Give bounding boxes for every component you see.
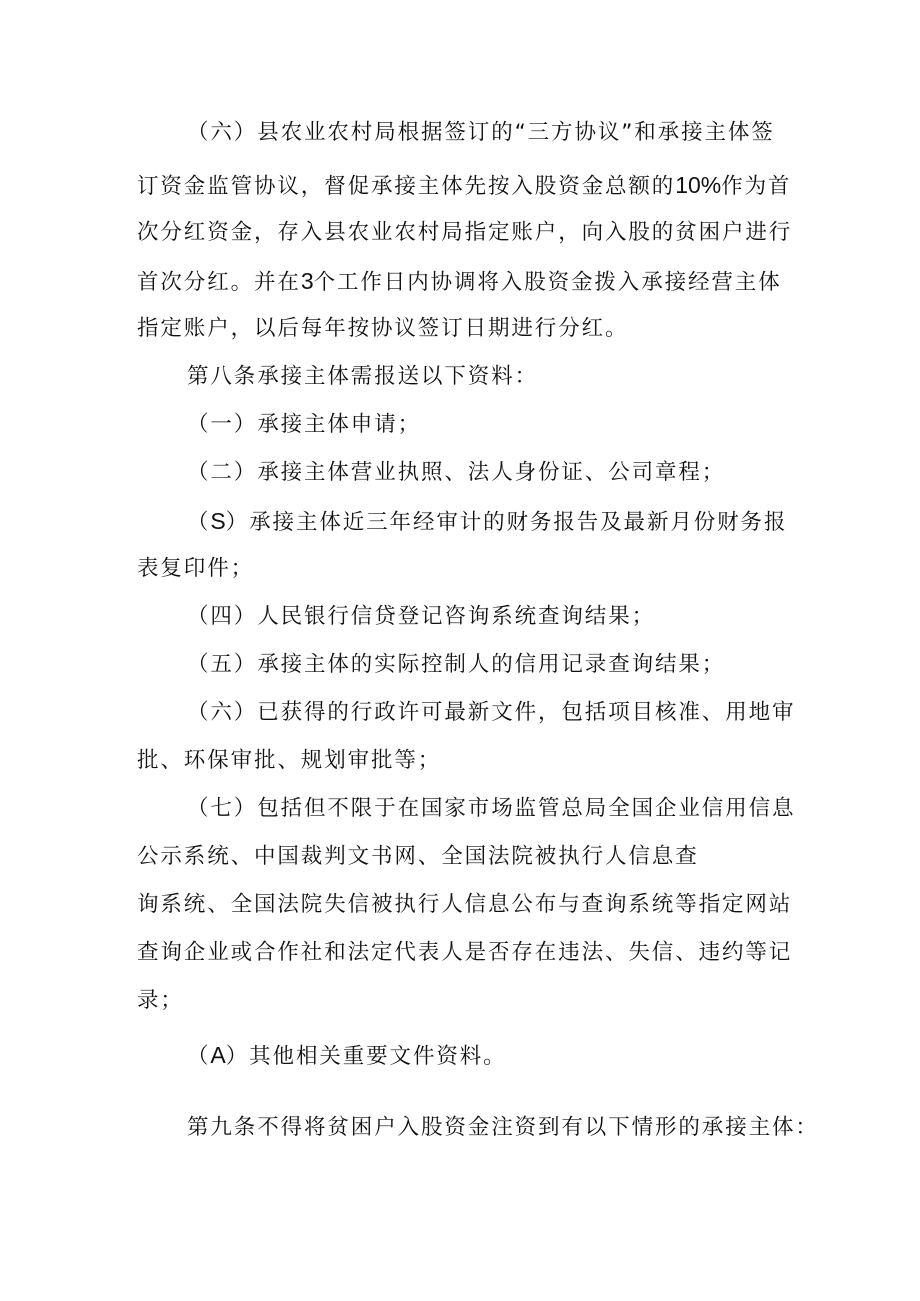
item-7-line-1 [187, 794, 795, 824]
text: 录； [137, 988, 184, 1013]
text: （四）人民银行信贷登记咨询系统查询结果； [187, 604, 656, 629]
item-marker: S [210, 508, 226, 534]
text: 批、环保审批、规划审批等； [137, 748, 442, 773]
item-7-line-3 [137, 890, 792, 920]
text: （六）已获得的行政许可最新文件，包括项目核准、用地审 [187, 700, 796, 725]
item-5 [187, 650, 725, 680]
text: （一）承接主体申请； [187, 412, 422, 437]
item-6-line-2 [137, 746, 441, 776]
text: 作为首 [721, 174, 792, 199]
item-7-line-4 [137, 938, 792, 968]
item-7-line-5 [137, 986, 184, 1016]
item-8 [187, 1040, 507, 1072]
text: 指定账户，以后每年按协议签订日期进行分红。 [137, 316, 629, 341]
text: 首次分红。并在 [137, 270, 301, 295]
text: （五）承接主体的实际控制人的信用记录查询结果； [187, 652, 726, 677]
text: 订资金监管协议，督促承接主体先按入股资金总额的 [137, 174, 676, 199]
paragraph-6-line-1 [187, 118, 775, 148]
paragraph-6-line-4 [137, 266, 782, 298]
text: 公示系统、中国裁判文书网、全国法院被执行人信息查 [137, 844, 699, 869]
text: （六）县农业农村局根据签订的“三方协议”和承接主体签 [187, 120, 775, 145]
item-6-line-1 [187, 698, 795, 728]
text: 查询企业或合作社和法定代表人是否存在违法、失信、违约等记 [137, 940, 793, 965]
item-3-line-2 [137, 554, 254, 584]
paragraph-6-line-5 [137, 314, 628, 344]
text: （ [187, 510, 211, 535]
article-9-heading [187, 1113, 819, 1143]
text: 询系统、全国法院失信被执行人信息公布与查询系统等指定网站 [137, 892, 793, 917]
text: （二）承接主体营业执照、法人身份证、公司章程； [187, 460, 726, 485]
item-marker: A [210, 1042, 226, 1068]
text: （七）包括但不限于在国家市场监管总局全国企业信用信息 [187, 796, 796, 821]
text: （ [187, 1044, 211, 1069]
text: 表复印件； [137, 556, 255, 581]
item-1 [187, 410, 421, 440]
article-8-heading [187, 362, 538, 392]
text: 次分红资金，存入县农业农村局指定账户，向入股的贫困户进行 [137, 220, 793, 245]
percent-value: 10% [675, 172, 722, 198]
item-2 [187, 458, 725, 488]
paragraph-6-line-2 [137, 170, 791, 202]
text: 第八条承接主体需报送以下资料： [187, 364, 539, 389]
text: ）承接主体近三年经审计的财务报告及最新月份财务报 [225, 510, 788, 535]
item-3-line-1 [187, 506, 787, 538]
text: 第九条不得将贫困户入股资金注资到有以下情形的承接主体： [187, 1115, 819, 1140]
text: ）其他相关重要文件资料。 [225, 1044, 507, 1069]
paragraph-6-line-3 [137, 218, 792, 248]
text: 个工作日内协调将入股资金拨入承接经营主体 [313, 270, 782, 295]
item-7-line-2 [137, 842, 699, 872]
item-4 [187, 602, 655, 632]
days-value: 3 [300, 268, 314, 294]
